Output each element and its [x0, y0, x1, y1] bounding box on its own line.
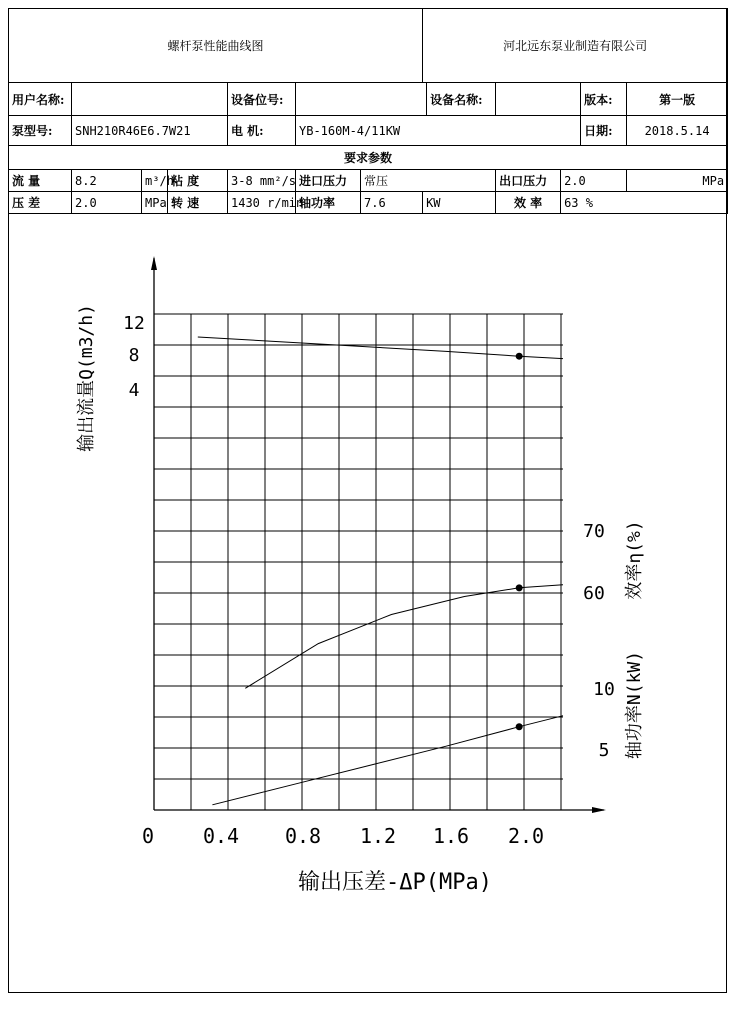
x-tick-label: 1.6: [432, 824, 470, 848]
power-axis-title: 轴功率N(kW): [624, 650, 645, 760]
flow-tick-label: 4: [128, 380, 140, 401]
shaft-power-value: 7.6: [361, 192, 423, 214]
x-axis-arrow: [592, 807, 606, 813]
motor-value: YB-160M-4/11KW: [296, 116, 581, 146]
power-tick-label: 10: [593, 679, 615, 700]
power-tick-label: 5: [598, 740, 610, 761]
efficiency-curve: [245, 585, 563, 689]
outlet-pressure-label: 出口压力: [496, 170, 561, 192]
version-value: 第一版: [627, 83, 728, 116]
flow-curve-marker: [516, 353, 523, 360]
pump-model-label: 泵型号:: [9, 116, 72, 146]
efficiency-label: 效 率: [496, 192, 561, 214]
shaft-power-label: 轴功率: [296, 192, 361, 214]
company-name: 河北远东泵业制造有限公司: [423, 9, 728, 83]
power-curve-marker: [516, 723, 523, 730]
efficiency-value: 63 %: [561, 192, 728, 214]
efficiency-axis-title: 效率η(%): [624, 520, 645, 600]
pump-model-value: SNH210R46E6.7W21: [72, 116, 228, 146]
speed-label: 转 速: [168, 192, 228, 214]
x-tick-label: 0.8: [284, 824, 322, 848]
x-axis-title: 输出压差-ΔP(MPa): [298, 870, 492, 895]
x-tick-label: 2.0: [507, 824, 545, 848]
flow-label: 流 量: [9, 170, 72, 192]
flow-axis-title: 输出流量Q(m3/h): [76, 304, 97, 452]
x-tick-label: 1.2: [359, 824, 397, 848]
viscosity-label: 粘 度: [168, 170, 228, 192]
inlet-pressure-label: 进口压力: [296, 170, 361, 192]
page-title: 螺杆泵性能曲线图: [9, 9, 423, 83]
device-name-label: 设备名称:: [427, 83, 496, 116]
requirements-heading: 要求参数: [9, 146, 728, 170]
efficiency-tick-label: 60: [583, 583, 605, 604]
efficiency-tick-label: 70: [583, 521, 605, 542]
viscosity-value: 3-8 mm²/s: [228, 170, 296, 192]
speed-value: 1430 r/min: [228, 192, 296, 214]
flow-tick-label: 12: [123, 313, 145, 334]
user-name-label: 用户名称:: [9, 83, 72, 116]
y-axis-arrow: [151, 256, 157, 270]
outlet-pressure-unit: MPa: [627, 170, 728, 192]
date-value: 2018.5.14: [627, 116, 728, 146]
pressure-diff-unit: MPa: [142, 192, 168, 214]
outlet-pressure-value: 2.0: [561, 170, 627, 192]
flow-curve: [198, 337, 563, 359]
flow-unit: m³/h: [142, 170, 168, 192]
x-tick-label: 0: [141, 824, 155, 848]
flow-value: 8.2: [72, 170, 142, 192]
device-position-label: 设备位号:: [228, 83, 296, 116]
inlet-pressure-value: 常压: [361, 170, 496, 192]
efficiency-curve-marker: [516, 584, 523, 591]
pressure-diff-value: 2.0: [72, 192, 142, 214]
shaft-power-unit: KW: [423, 192, 496, 214]
x-tick-label: 0.4: [202, 824, 240, 848]
motor-label: 电 机:: [228, 116, 296, 146]
date-label: 日期:: [581, 116, 627, 146]
pressure-diff-label: 压 差: [9, 192, 72, 214]
flow-tick-label: 8: [128, 345, 140, 366]
version-label: 版本:: [581, 83, 627, 116]
